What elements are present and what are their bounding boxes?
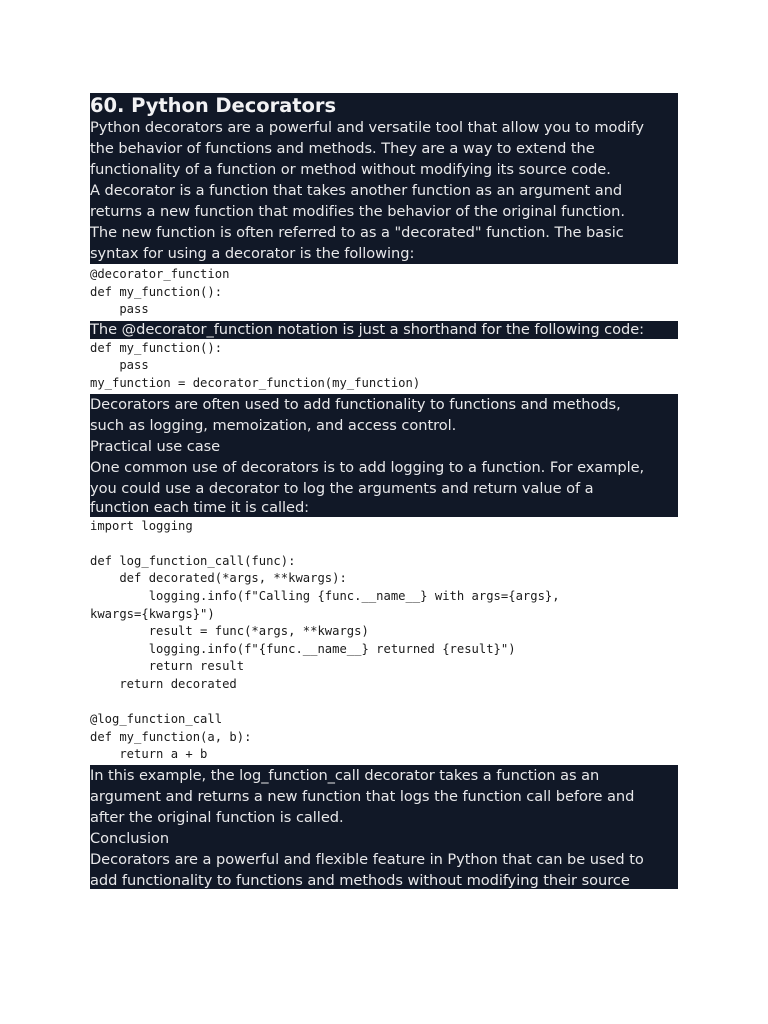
usage-line: such as logging, memoization, and access control. — [90, 416, 457, 434]
shorthand-section — [90, 321, 678, 339]
usage-line: you could use a decorator to log the arguments and return value of a — [90, 479, 594, 497]
intro-section — [90, 93, 678, 264]
intro-line: Python decorators are a powerful and versatile tool that allow you to modify — [90, 119, 644, 136]
usage-line: function each time it is called: — [90, 498, 310, 516]
document-page — [90, 93, 678, 889]
conclusion-line: argument and returns a new function that logs the function call before and — [90, 787, 635, 805]
intro-line: returns a new function that modifies the behavior of the original function. — [90, 203, 625, 220]
code-block-logging-example: import logging def log_function_call(func): def decorated(*args, **kwargs): logging.info(f"Calling {func.__name__} with args={args}, kwargs={kwargs}") result = func(*args, **kwargs) logging.info(f"{func.__name__} returned {result}") return result return decorated @log_function_call def my_function(a, b): return a + b — [90, 517, 678, 765]
usage-section — [90, 394, 678, 517]
conclusion-section — [90, 765, 678, 889]
intro-line: syntax for using a decorator is the following: — [90, 245, 415, 262]
intro-line: The new function is often referred to as a "decorated" function. The basic — [90, 224, 624, 241]
page-title: 60. Python Decorators — [90, 94, 337, 117]
conclusion-line: Decorators are a powerful and flexible feature in Python that can be used to — [90, 850, 644, 868]
shorthand-line: The @decorator_function notation is just a shorthand for the following code: — [90, 320, 644, 338]
usage-line: Decorators are often used to add functionality to functions and methods, — [90, 395, 621, 413]
usage-line: One common use of decorators is to add logging to a function. For example, — [90, 458, 645, 476]
code-block-decorator-syntax: @decorator_function def my_function(): pass — [90, 264, 678, 321]
conclusion-line: In this example, the log_function_call decorator takes a function as an — [90, 766, 600, 784]
intro-line: the behavior of functions and methods. They are a way to extend the — [90, 140, 595, 157]
intro-line: functionality of a function or method without modifying its source code. — [90, 161, 611, 178]
conclusion-line: add functionality to functions and methods without modifying their source — [90, 871, 630, 889]
usage-line: Practical use case — [90, 437, 221, 455]
conclusion-heading: Conclusion — [90, 829, 170, 847]
intro-line: A decorator is a function that takes another function as an argument and — [90, 182, 623, 199]
conclusion-line: after the original function is called. — [90, 808, 344, 826]
code-block-equivalent: def my_function(): pass my_function = decorator_function(my_function) — [90, 339, 678, 394]
